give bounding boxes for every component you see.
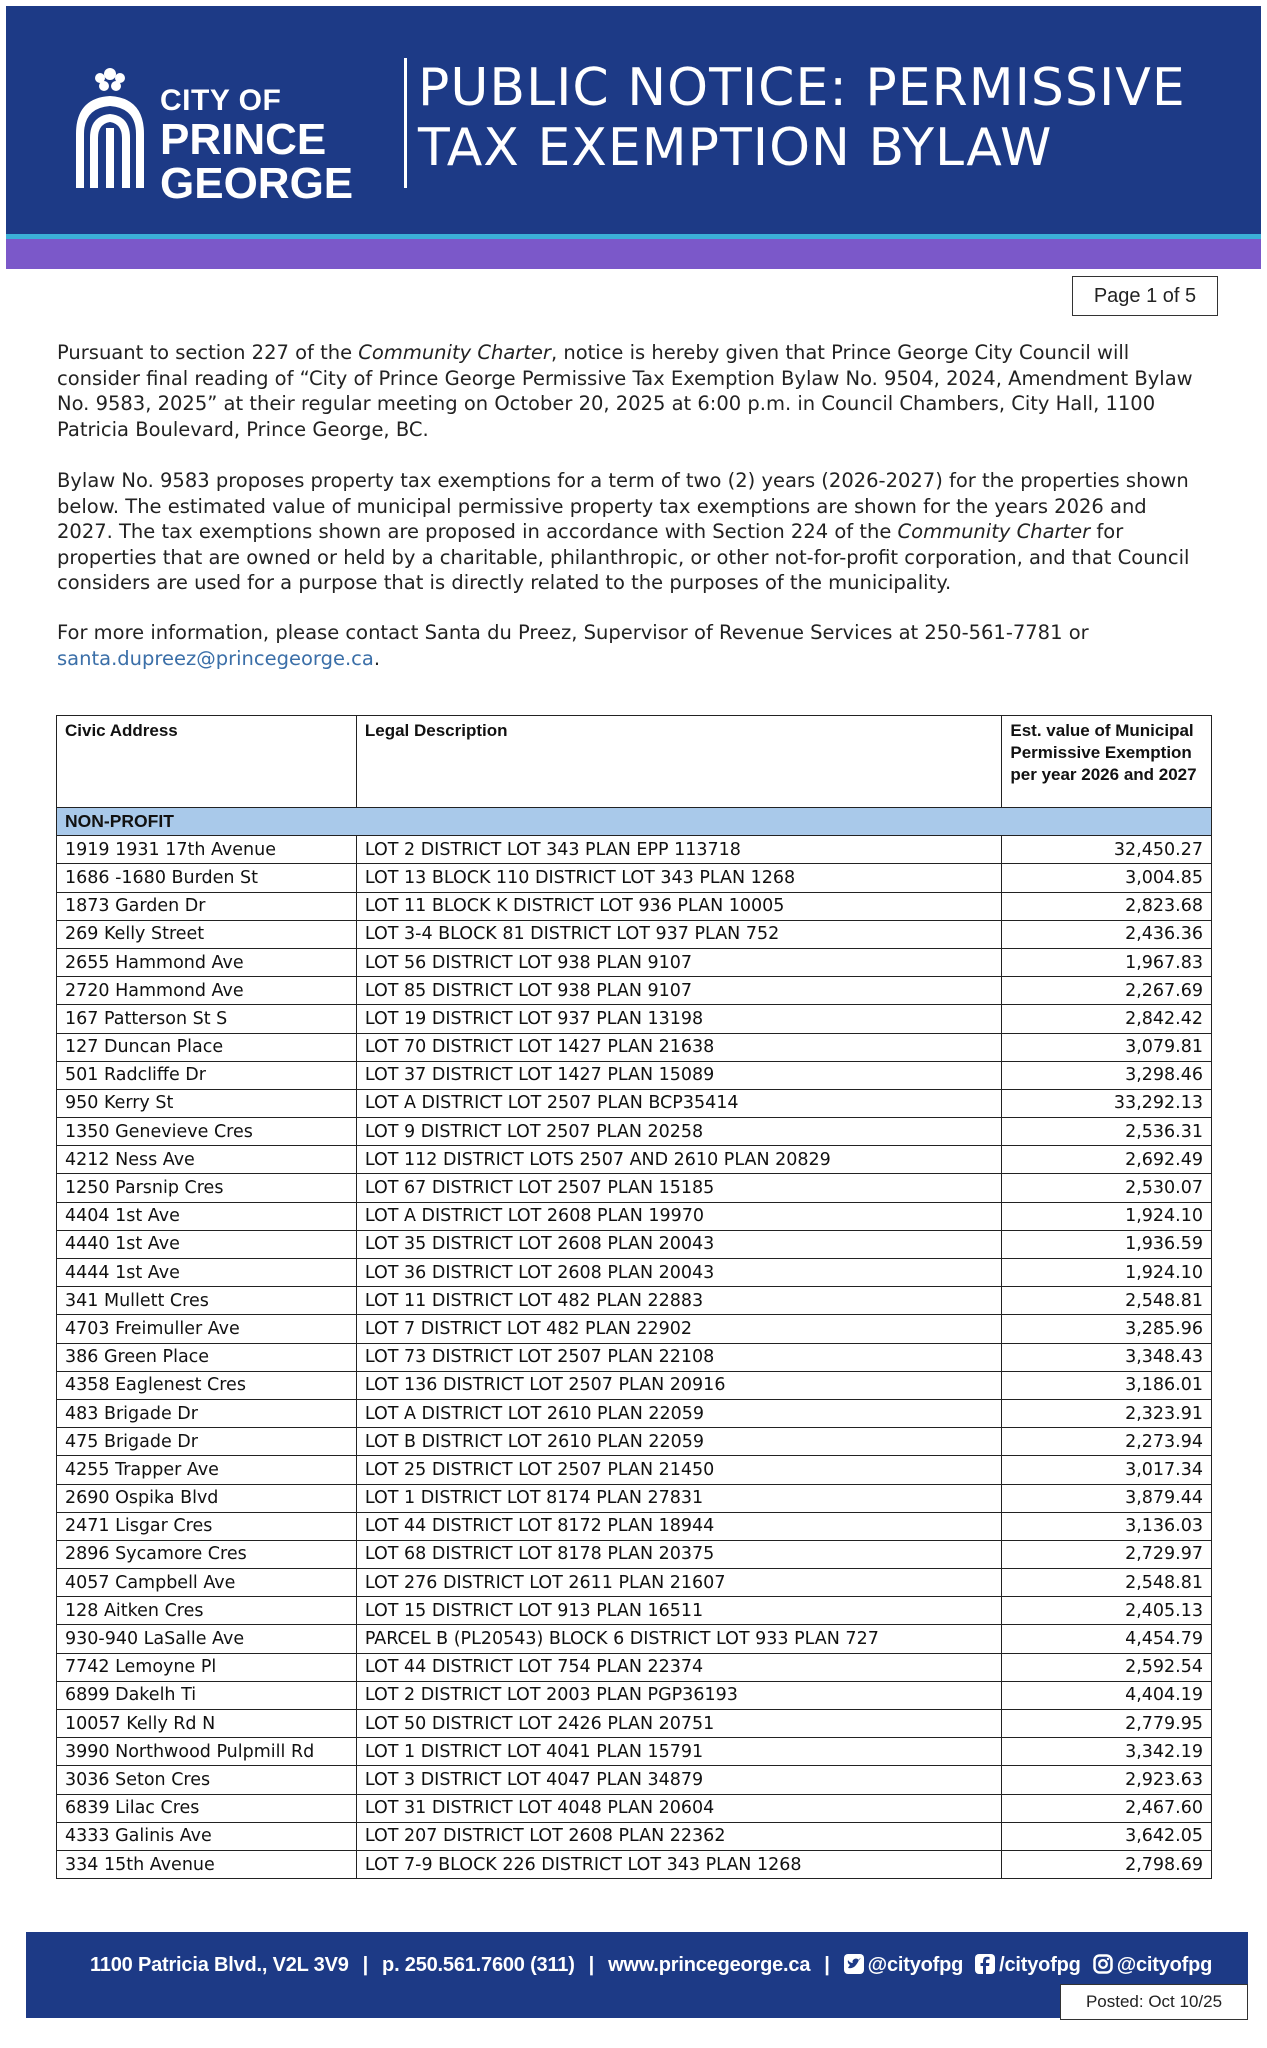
legal-description-cell: LOT 19 DISTRICT LOT 937 PLAN 13198	[356, 1005, 1002, 1033]
civic-address-cell: 930-940 LaSalle Ave	[57, 1625, 357, 1653]
exemption-value-cell: 33,292.13	[1002, 1089, 1212, 1117]
legal-description-cell: LOT 85 DISTRICT LOT 938 PLAN 9107	[356, 977, 1002, 1005]
civic-address-cell: 6839 Lilac Cres	[57, 1794, 357, 1822]
intro-italic: Community Charter	[358, 341, 551, 364]
table-row	[57, 948, 1212, 976]
exemption-value-cell: 3,342.19	[1002, 1738, 1212, 1766]
exemption-value-cell: 32,450.27	[1002, 836, 1212, 864]
legal-description-cell: LOT 136 DISTRICT LOT 2507 PLAN 20916	[356, 1371, 1002, 1399]
civic-address-cell: 2720 Hammond Ave	[57, 977, 357, 1005]
legal-description-cell: PARCEL B (PL20543) BLOCK 6 DISTRICT LOT 933 PLAN 727	[356, 1625, 1002, 1653]
legal-description-cell: LOT 7-9 BLOCK 226 DISTRICT LOT 343 PLAN 1268	[356, 1850, 1002, 1878]
table-row	[57, 1428, 1212, 1456]
email-link[interactable]: santa.dupreez@princegeorge.ca	[57, 646, 374, 670]
civic-address-cell: 10057 Kelly Rd N	[57, 1710, 357, 1738]
civic-address-cell: 341 Mullett Cres	[57, 1287, 357, 1315]
table-row	[57, 1089, 1212, 1117]
title-line-1: PUBLIC NOTICE: PERMISSIVE	[418, 58, 1186, 118]
legal-description-cell: LOT A DISTRICT LOT 2608 PLAN 19970	[356, 1202, 1002, 1230]
table-row	[57, 1625, 1212, 1653]
legal-description-cell: LOT 37 DISTRICT LOT 1427 PLAN 15089	[356, 1061, 1002, 1089]
exemption-value-cell: 2,842.42	[1002, 1005, 1212, 1033]
legal-description-cell: LOT 50 DISTRICT LOT 2426 PLAN 20751	[356, 1710, 1002, 1738]
legal-description-cell: LOT 31 DISTRICT LOT 4048 PLAN 20604	[356, 1794, 1002, 1822]
legal-description-cell: LOT 56 DISTRICT LOT 938 PLAN 9107	[356, 948, 1002, 976]
civic-address-cell: 4255 Trapper Ave	[57, 1456, 357, 1484]
footer-address: 1100 Patricia Blvd., V2L 3V9	[90, 1954, 349, 1976]
civic-address-cell: 127 Duncan Place	[57, 1033, 357, 1061]
legal-description-cell: LOT 7 DISTRICT LOT 482 PLAN 22902	[356, 1315, 1002, 1343]
footer-twitter[interactable]: @cityofpg	[867, 1954, 964, 1976]
civic-address-cell: 4703 Freimuller Ave	[57, 1315, 357, 1343]
footer-phone: p. 250.561.7600 (311)	[382, 1954, 575, 1976]
table-row	[57, 1653, 1212, 1681]
exemption-value-cell: 2,436.36	[1002, 920, 1212, 948]
exemption-value-cell: 1,924.10	[1002, 1259, 1212, 1287]
header-exemption-value: Est. value of Municipal Permissive Exemption per year 2026 and 2027	[1002, 716, 1212, 808]
legal-description-cell: LOT 207 DISTRICT LOT 2608 PLAN 22362	[356, 1822, 1002, 1850]
posted-date: Posted: Oct 10/25	[1060, 1984, 1248, 2020]
header-banner	[6, 6, 1261, 234]
exemption-value-cell: 2,267.69	[1002, 977, 1212, 1005]
exemption-value-cell: 2,923.63	[1002, 1766, 1212, 1794]
table-row	[57, 1569, 1212, 1597]
civic-address-cell: 2896 Sycamore Cres	[57, 1540, 357, 1568]
legal-description-cell: LOT 112 DISTRICT LOTS 2507 AND 2610 PLAN 20829	[356, 1146, 1002, 1174]
footer-contact	[90, 1954, 1212, 1977]
table-row	[57, 1738, 1212, 1766]
footer-separator: |	[588, 1954, 595, 1976]
logo-line-george: GEORGE	[160, 159, 354, 208]
city-emblem-icon	[70, 64, 150, 188]
civic-address-cell: 4358 Eaglenest Cres	[57, 1371, 357, 1399]
exemption-value-cell: 1,924.10	[1002, 1202, 1212, 1230]
civic-address-cell: 483 Brigade Dr	[57, 1399, 357, 1427]
civic-address-cell: 1873 Garden Dr	[57, 892, 357, 920]
exemption-value-cell: 2,548.81	[1002, 1569, 1212, 1597]
footer-separator: |	[824, 1954, 830, 1976]
civic-address-cell: 4440 1st Ave	[57, 1230, 357, 1258]
exemption-value-cell: 1,936.59	[1002, 1230, 1212, 1258]
table-row	[57, 1146, 1212, 1174]
civic-address-cell: 7742 Lemoyne Pl	[57, 1653, 357, 1681]
exemption-value-cell: 2,467.60	[1002, 1794, 1212, 1822]
table-row	[57, 1202, 1212, 1230]
legal-description-cell: LOT 44 DISTRICT LOT 8172 PLAN 18944	[356, 1512, 1002, 1540]
exemption-value-cell: 2,273.94	[1002, 1428, 1212, 1456]
civic-address-cell: 4333 Galinis Ave	[57, 1822, 357, 1850]
civic-address-cell: 501 Radcliffe Dr	[57, 1061, 357, 1089]
civic-address-cell: 6899 Dakelh Ti	[57, 1681, 357, 1709]
legal-description-cell: LOT 13 BLOCK 110 DISTRICT LOT 343 PLAN 1268	[356, 864, 1002, 892]
logo-line-city-of: CITY OF	[160, 84, 282, 117]
civic-address-cell: 167 Patterson St S	[57, 1005, 357, 1033]
civic-address-cell: 4444 1st Ave	[57, 1259, 357, 1287]
table-row	[57, 1005, 1212, 1033]
legal-description-cell: LOT 36 DISTRICT LOT 2608 PLAN 20043	[356, 1259, 1002, 1287]
facebook-icon[interactable]	[975, 1954, 995, 1974]
bylaw-italic: Community Charter	[897, 520, 1091, 543]
exemption-value-cell: 4,454.79	[1002, 1625, 1212, 1653]
civic-address-cell: 2655 Hammond Ave	[57, 948, 357, 976]
footer-website[interactable]: www.princegeorge.ca	[608, 1954, 811, 1976]
exemption-value-cell: 2,779.95	[1002, 1710, 1212, 1738]
exemption-value-cell: 3,186.01	[1002, 1371, 1212, 1399]
legal-description-cell: LOT 11 BLOCK K DISTRICT LOT 936 PLAN 10005	[356, 892, 1002, 920]
exemption-value-cell: 3,285.96	[1002, 1315, 1212, 1343]
footer-facebook[interactable]: /cityofpg	[999, 1954, 1081, 1976]
legal-description-cell: LOT 44 DISTRICT LOT 754 PLAN 22374	[356, 1653, 1002, 1681]
table-row	[57, 977, 1212, 1005]
exemption-value-cell: 2,405.13	[1002, 1597, 1212, 1625]
civic-address-cell: 334 15th Avenue	[57, 1850, 357, 1878]
twitter-icon[interactable]	[844, 1954, 864, 1974]
table-row	[57, 1343, 1212, 1371]
exemption-value-cell: 3,879.44	[1002, 1484, 1212, 1512]
section-row-non-profit	[57, 808, 1212, 836]
intro-text-1: Pursuant to section 227 of the	[57, 341, 359, 364]
civic-address-cell: 3036 Seton Cres	[57, 1766, 357, 1794]
legal-description-cell: LOT 1 DISTRICT LOT 4041 PLAN 15791	[356, 1738, 1002, 1766]
table-row	[57, 1766, 1212, 1794]
exemption-value-cell: 2,592.54	[1002, 1653, 1212, 1681]
civic-address-cell: 950 Kerry St	[57, 1089, 357, 1117]
exemption-value-cell: 3,348.43	[1002, 1343, 1212, 1371]
legal-description-cell: LOT 276 DISTRICT LOT 2611 PLAN 21607	[356, 1569, 1002, 1597]
civic-address-cell: 4404 1st Ave	[57, 1202, 357, 1230]
civic-address-cell: 269 Kelly Street	[57, 920, 357, 948]
contact-text: For more information, please contact Santa du Preez, Supervisor of Revenue Services at 250-561-7781 or	[57, 621, 1089, 644]
table-row	[57, 1259, 1212, 1287]
table-row	[57, 1371, 1212, 1399]
legal-description-cell: LOT 3 DISTRICT LOT 4047 PLAN 34879	[356, 1766, 1002, 1794]
table-row	[57, 1399, 1212, 1427]
legal-description-cell: LOT 2 DISTRICT LOT 343 PLAN EPP 113718	[356, 836, 1002, 864]
contact-paragraph	[57, 620, 1197, 671]
footer-instagram[interactable]: @cityofpg	[1116, 1954, 1213, 1976]
table-row	[57, 892, 1212, 920]
legal-description-cell: LOT 3-4 BLOCK 81 DISTRICT LOT 937 PLAN 752	[356, 920, 1002, 948]
bylaw-paragraph	[57, 468, 1197, 596]
table-row	[57, 1484, 1212, 1512]
legal-description-cell: LOT 9 DISTRICT LOT 2507 PLAN 20258	[356, 1118, 1002, 1146]
exemption-value-cell: 4,404.19	[1002, 1681, 1212, 1709]
title-line-2: TAX EXEMPTION BYLAW	[418, 118, 1053, 178]
exemption-value-cell: 2,548.81	[1002, 1287, 1212, 1315]
footer-separator: |	[362, 1954, 369, 1976]
civic-address-cell: 2690 Ospika Blvd	[57, 1484, 357, 1512]
civic-address-cell: 128 Aitken Cres	[57, 1597, 357, 1625]
legal-description-cell: LOT 35 DISTRICT LOT 2608 PLAN 20043	[356, 1230, 1002, 1258]
header-civic-address: Civic Address	[57, 716, 357, 808]
exemption-value-cell: 2,530.07	[1002, 1174, 1212, 1202]
table-row	[57, 1710, 1212, 1738]
table-row	[57, 1540, 1212, 1568]
legal-description-cell: LOT A DISTRICT LOT 2610 PLAN 22059	[356, 1399, 1002, 1427]
header-divider	[404, 58, 407, 188]
civic-address-cell: 1686 -1680 Burden St	[57, 864, 357, 892]
civic-address-cell: 1919 1931 17th Avenue	[57, 836, 357, 864]
legal-description-cell: LOT A DISTRICT LOT 2507 PLAN BCP35414	[356, 1089, 1002, 1117]
intro-text-2: , notice is hereby given that Prince George City Council will consider final reading of “City of Prince George Permissive Tax Exemption Bylaw No. 9504, 2024, Amendment Bylaw No. 9583, 2025” at their regular meeting on October 20, 2025 at 6:00 p.m. in Council Chambers, City Hall, 1100 Patricia Boulevard, Prince George, BC.	[57, 341, 1193, 441]
table-row	[57, 1118, 1212, 1146]
section-label: NON-PROFIT	[57, 808, 1212, 836]
table-row	[57, 1174, 1212, 1202]
civic-address-cell: 2471 Lisgar Cres	[57, 1512, 357, 1540]
legal-description-cell: LOT 73 DISTRICT LOT 2507 PLAN 22108	[356, 1343, 1002, 1371]
legal-description-cell: LOT B DISTRICT LOT 2610 PLAN 22059	[356, 1428, 1002, 1456]
legal-description-cell: LOT 2 DISTRICT LOT 2003 PLAN PGP36193	[356, 1681, 1002, 1709]
legal-description-cell: LOT 67 DISTRICT LOT 2507 PLAN 15185	[356, 1174, 1002, 1202]
table-row	[57, 1512, 1212, 1540]
civic-address-cell: 386 Green Place	[57, 1343, 357, 1371]
exemption-value-cell: 2,729.97	[1002, 1540, 1212, 1568]
legal-description-cell: LOT 15 DISTRICT LOT 913 PLAN 16511	[356, 1597, 1002, 1625]
table-row	[57, 1033, 1212, 1061]
exemption-value-cell: 3,298.46	[1002, 1061, 1212, 1089]
table-header-row	[57, 716, 1212, 808]
table-row	[57, 864, 1212, 892]
table-row	[57, 1287, 1212, 1315]
exemption-value-cell: 3,004.85	[1002, 864, 1212, 892]
legal-description-cell: LOT 68 DISTRICT LOT 8178 PLAN 20375	[356, 1540, 1002, 1568]
civic-address-cell: 475 Brigade Dr	[57, 1428, 357, 1456]
civic-address-cell: 3990 Northwood Pulpmill Rd	[57, 1738, 357, 1766]
header-stripe-purple	[6, 239, 1261, 269]
table-row	[57, 836, 1212, 864]
legal-description-cell: LOT 1 DISTRICT LOT 8174 PLAN 27831	[356, 1484, 1002, 1512]
page-indicator: Page 1 of 5	[1072, 276, 1218, 316]
table-row	[57, 1681, 1212, 1709]
exemption-value-cell: 2,823.68	[1002, 892, 1212, 920]
civic-address-cell: 4057 Campbell Ave	[57, 1569, 357, 1597]
exemption-value-cell: 3,017.34	[1002, 1456, 1212, 1484]
intro-paragraph	[57, 340, 1197, 442]
legal-description-cell: LOT 70 DISTRICT LOT 1427 PLAN 21638	[356, 1033, 1002, 1061]
exemption-value-cell: 3,136.03	[1002, 1512, 1212, 1540]
table-row	[57, 920, 1212, 948]
civic-address-cell: 1350 Genevieve Cres	[57, 1118, 357, 1146]
exemption-table	[56, 715, 1212, 1879]
logo-line-prince: PRINCE	[160, 115, 327, 164]
contact-end: .	[373, 646, 381, 670]
header-legal-description: Legal Description	[356, 716, 1002, 808]
table-row	[57, 1456, 1212, 1484]
exemption-value-cell: 2,323.91	[1002, 1399, 1212, 1427]
logo-wordmark	[160, 86, 353, 206]
table-row	[57, 1822, 1212, 1850]
city-logo	[70, 64, 370, 208]
table-row	[57, 1597, 1212, 1625]
exemption-value-cell: 3,079.81	[1002, 1033, 1212, 1061]
exemption-value-cell: 1,967.83	[1002, 948, 1212, 976]
exemption-value-cell: 2,692.49	[1002, 1146, 1212, 1174]
table-row	[57, 1061, 1212, 1089]
exemption-value-cell: 3,642.05	[1002, 1822, 1212, 1850]
table-row	[57, 1850, 1212, 1878]
legal-description-cell: LOT 25 DISTRICT LOT 2507 PLAN 21450	[356, 1456, 1002, 1484]
table-row	[57, 1794, 1212, 1822]
bylaw-text-2: for properties that are owned or held by a charitable, philanthropic, or other not-for-profit corporation, and that Council considers are used for a purpose that is directly related to the purposes of the municipality.	[57, 520, 1190, 594]
table-row	[57, 1315, 1212, 1343]
exemption-value-cell: 2,536.31	[1002, 1118, 1212, 1146]
table-row	[57, 1230, 1212, 1258]
page-title	[418, 58, 1238, 178]
civic-address-cell: 4212 Ness Ave	[57, 1146, 357, 1174]
legal-description-cell: LOT 11 DISTRICT LOT 482 PLAN 22883	[356, 1287, 1002, 1315]
instagram-icon[interactable]	[1093, 1954, 1113, 1974]
civic-address-cell: 1250 Parsnip Cres	[57, 1174, 357, 1202]
bylaw-text-1: Bylaw No. 9583 proposes property tax exemptions for a term of two (2) years (2026-2027) for the properties shown below. The estimated value of municipal permissive property tax exemptions are shown for the years 2026 and 2027. The tax exemptions shown are proposed in accordance with Section 224 of the	[57, 469, 1189, 543]
exemption-value-cell: 2,798.69	[1002, 1850, 1212, 1878]
